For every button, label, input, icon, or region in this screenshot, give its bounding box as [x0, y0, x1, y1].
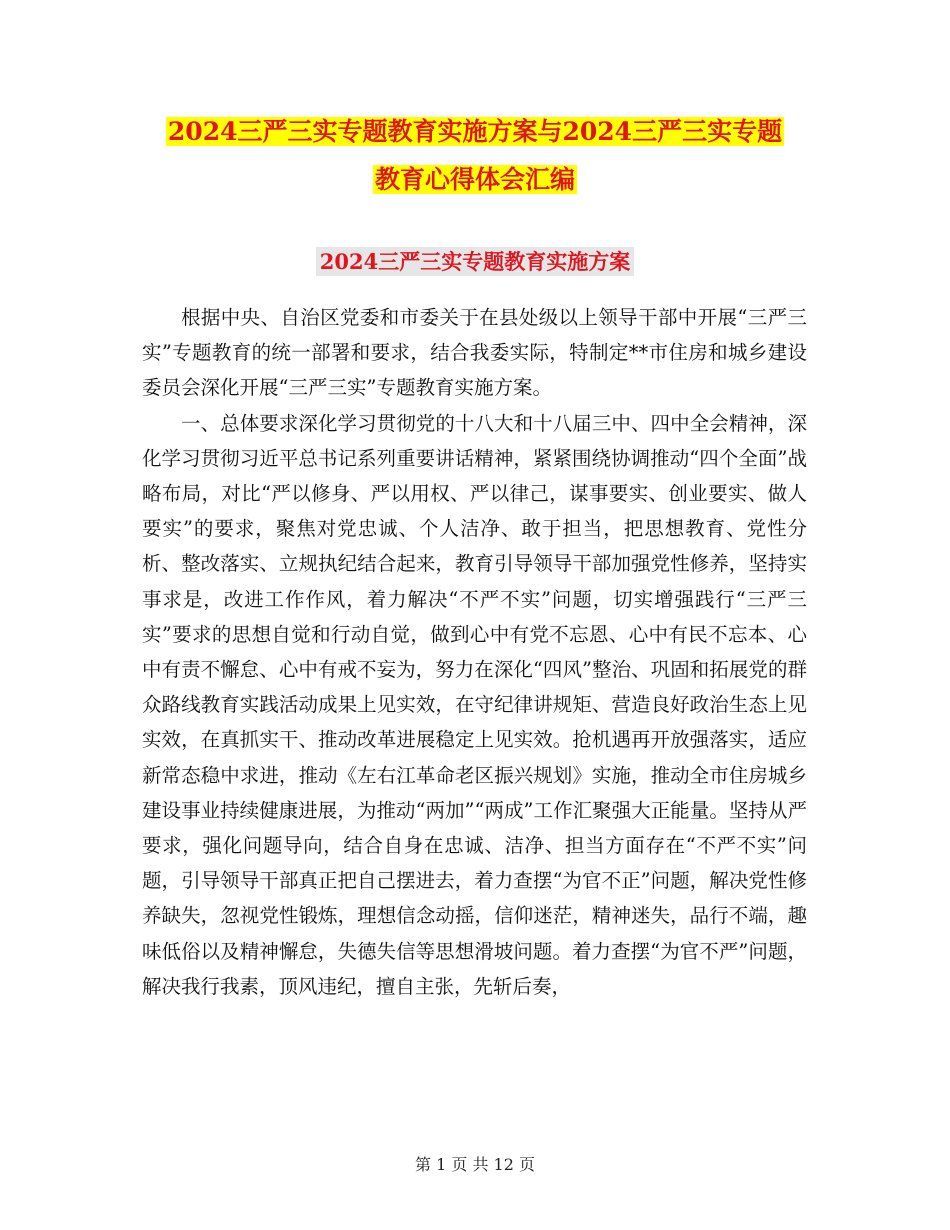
page-footer: 第 1 页 共 12 页 — [415, 1155, 535, 1174]
title-line-1: 2024三严三实专题教育实施方案与2024三严三实专题 — [167, 117, 783, 146]
document-body — [142, 300, 807, 1004]
paragraph-2: 一、总体要求深化学习贯彻党的十八大和十八届三中、四中全会精神，深化学习贯彻习近平总书记系列重要讲话精神，紧紧围绕协调推动“四个全面”战略布局，对比“严以修身、严以用权、严以律己，谋事要实、创业要实、做人要实”的要求，聚焦对党忠诚、个人洁净、敢于担当，把思想教育、党性分析、整改落实、立规执纪结合起来，教育引导领导干部加强党性修养，坚持实事求是，改进工作作风，着力解决“不严不实”问题，切实增强践行“三严三实”要求的思想自觉和行动自觉，做到心中有党不忘恩、心中有民不忘本、心中有责不懈怠、心中有戒不妄为，努力在深化“四风”整治、巩固和拓展党的群众路线教育实践活动成果上见实效，在守纪律讲规矩、营造良好政治生态上见实效，在真抓实干、推动改革进展稳定上见实效。抢机遇再开放强落实，适应新常态稳中求进，推动《左右江革命老区振兴规划》实施，推动全市住房城乡建设事业持续健康进展，为推动“两加”“两成”工作汇聚强大正能量。坚持从严要求，强化问题导向，结合自身在忠诚、洁净、担当方面存在“不严不实”问题，引导领导干部真正把自己摆进去，着力查摆“为官不正”问题，解决党性修养缺失，忽视党性锻炼，理想信念动摇，信仰迷茫，精神迷失，品行不端，趣味低俗以及精神懈怠，失德失信等思想滑坡问题。着力查摆“为官不严”问题，解决我行我素，顶风违纪，擅自主张，先斩后奏， — [142, 411, 807, 998]
title-line-2: 教育心得体会汇编 — [374, 165, 575, 194]
document-title — [140, 108, 810, 204]
section-heading — [140, 243, 810, 281]
section-heading-text: 2024三严三实专题教育实施方案 — [316, 247, 634, 276]
paragraph-1: 根据中央、自治区党委和市委关于在县处级以上领导干部中开展“三严三实”专题教育的统一部署和要求，结合我委实际，特制定**市住房和城乡建设委员会深化开展“三严三实”专题教育实施方案。 — [142, 306, 807, 400]
